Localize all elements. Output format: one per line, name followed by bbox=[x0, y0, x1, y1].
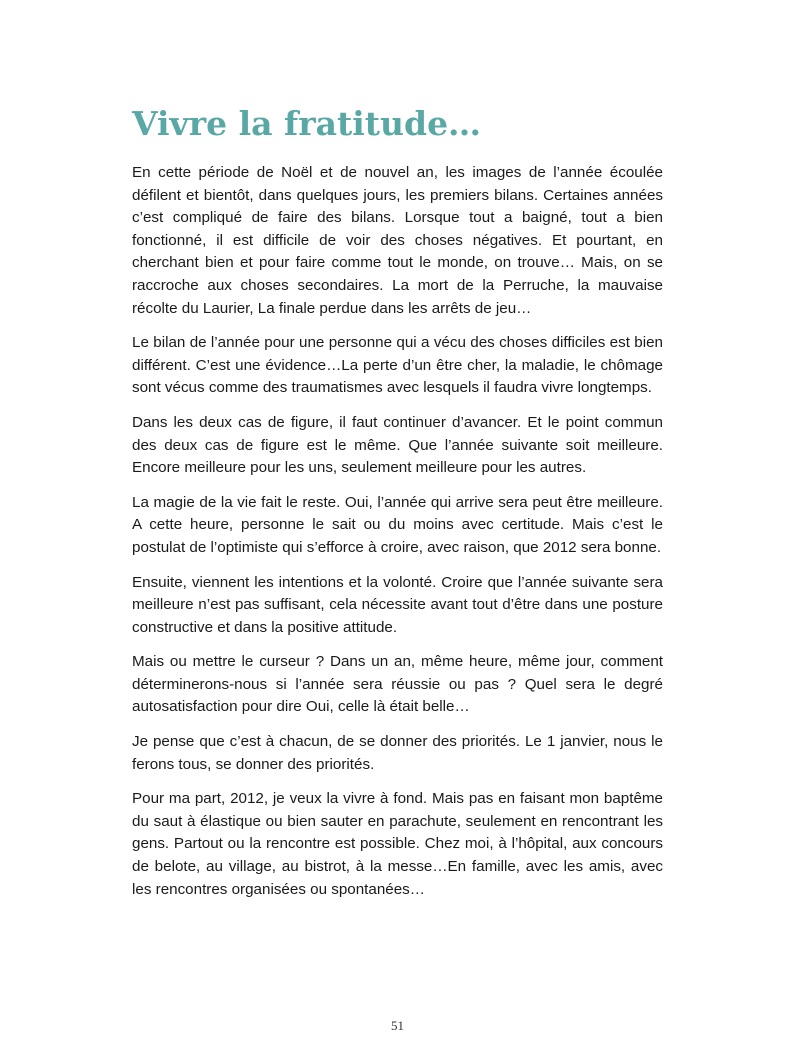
paragraph-3: Dans les deux cas de figure, il faut continuer d’avancer. Et le point commun des deux cas de figure est le même. Que l’année suivante soit meilleure. Encore meilleure pour les uns, seulement meilleure pour les autres. bbox=[132, 413, 663, 477]
paragraph-1: En cette période de Noël et de nouvel an, les images de l’année écoulée défilent et bientôt, dans quelques jours, les premiers bilans. Certaines années c’est compliqué de faire des bilans. Lorsque tout a baigné, tout a bien fonctionné, il est difficile de voir des choses négatives. Et pourtant, en cherchant bien et pour faire comme tout le monde, on trouve… Mais, on se raccroche aux choses secondaires. La mort de la Perruche, la mauvaise récolte du Laurier, La finale perdue dans les arrêts de jeu… bbox=[132, 164, 663, 317]
paragraph-5: Ensuite, viennent les intentions et la volonté. Croire que l’année suivante sera meilleure n’est pas suffisant, cela nécessite avant tout d’être dans une posture constructive et dans la positive attitude. bbox=[132, 573, 663, 636]
page-title: Vivre la fratitude… bbox=[132, 104, 482, 143]
paragraph-8: Pour ma part, 2012, je veux la vivre à fond. Mais pas en faisant mon baptême du saut à élastique ou bien sauter en parachute, seulement en rencontrant les gens. Partout ou la rencontre est possible. Chez moi, à l’hôpital, aux concours de belote, au village, au bistrot, à la messe…En famille, avec les amis, avec les rencontres organisées ou spontanées… bbox=[132, 790, 663, 898]
paragraph-4: La magie de la vie fait le reste. Oui, l’année qui arrive sera peut être meilleure. A cette heure, personne le sait ou du moins avec certitude. Mais c’est le postulat de l’optimiste qui s’efforce à croire, avec raison, que 2012 sera bonne. bbox=[132, 493, 663, 556]
paragraph-7: Je pense que c’est à chacun, de se donner des priorités. Le 1 janvier, nous le ferons tous, se donner des priorités. bbox=[132, 733, 663, 773]
paragraph-2: Le bilan de l’année pour une personne qui a vécu des choses difficiles est bien différent. C’est une évidence…La perte d’un être cher, la maladie, le chômage sont vécus comme des traumatismes avec lesquels il faudra vivre longtemps. bbox=[132, 334, 663, 397]
paragraph-6: Mais ou mettre le curseur ? Dans un an, même heure, même jour, comment déterminerons-nous si l’année sera réussie ou pas ? Quel sera le degré autosatisfaction pour dire Oui, celle là était belle… bbox=[132, 653, 663, 716]
page-number: 51 bbox=[391, 1018, 404, 1033]
article-body bbox=[132, 162, 663, 913]
